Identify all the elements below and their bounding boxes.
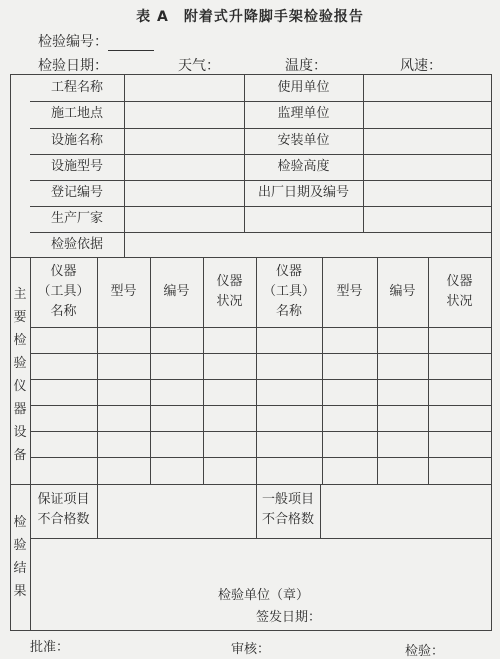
inspection-unit-seal: 检验单位（章）: [218, 588, 310, 603]
wind-speed-field[interactable]: [400, 55, 488, 75]
inspect-label: 检验：: [405, 644, 445, 659]
project-name-label: 工程名称: [50, 80, 103, 95]
form-title: 表 A 附着式升降脚手架检验报告: [136, 9, 364, 25]
user-unit-label: 使用单位: [277, 80, 330, 95]
manufacturer-label: 生产厂家: [50, 211, 103, 226]
facility-name-label: 设施名称: [50, 133, 103, 148]
col-model-2: 型号: [336, 284, 363, 299]
col-status-2: 仪器 状况: [446, 274, 473, 309]
inspection-basis-label: 检验依据: [50, 237, 103, 252]
wind-speed-label: 风速：: [400, 58, 442, 74]
construction-site-label: 施工地点: [50, 106, 103, 121]
col-instrument-name-2: 仪器 （工具） 名称: [262, 264, 315, 319]
col-instrument-name-1: 仪器 （工具） 名称: [37, 264, 90, 319]
col-number-2: 编号: [389, 284, 416, 299]
inspection-height-label: 检验高度: [277, 159, 330, 174]
inspection-no-field[interactable]: [38, 31, 154, 51]
weather-label: 天气：: [178, 58, 220, 74]
col-number-1: 编号: [163, 284, 190, 299]
inspection-date-field[interactable]: [38, 55, 156, 75]
inspection-date-label: 检验日期：: [38, 58, 108, 74]
inspection-no-blank[interactable]: [108, 38, 154, 51]
weather-field[interactable]: [178, 55, 266, 75]
temperature-field[interactable]: [285, 55, 371, 75]
equipment-side-label: 主 要 检 验 仪 器 设 备: [13, 287, 27, 463]
installation-unit-label: 安装单位: [277, 133, 330, 148]
guarantee-fail-count-label: 保证项目 不合格数: [37, 492, 90, 527]
result-side-label: 检 验 结 果: [13, 515, 27, 599]
approve-label: 批准：: [30, 640, 70, 655]
registration-no-label: 登记编号: [50, 185, 103, 200]
review-label: 审核：: [231, 642, 271, 657]
facility-model-label: 设施型号: [50, 159, 103, 174]
issue-date-label: 签发日期：: [256, 610, 322, 625]
supervision-unit-label: 监理单位: [277, 106, 330, 121]
col-model-1: 型号: [110, 284, 137, 299]
col-status-1: 仪器 状况: [216, 274, 243, 309]
inspection-no-label: 检验编号：: [38, 34, 108, 50]
general-fail-count-label: 一般项目 不合格数: [261, 492, 314, 527]
temperature-label: 温度：: [285, 58, 327, 74]
factory-date-no-label: 出厂日期及编号: [257, 185, 349, 200]
